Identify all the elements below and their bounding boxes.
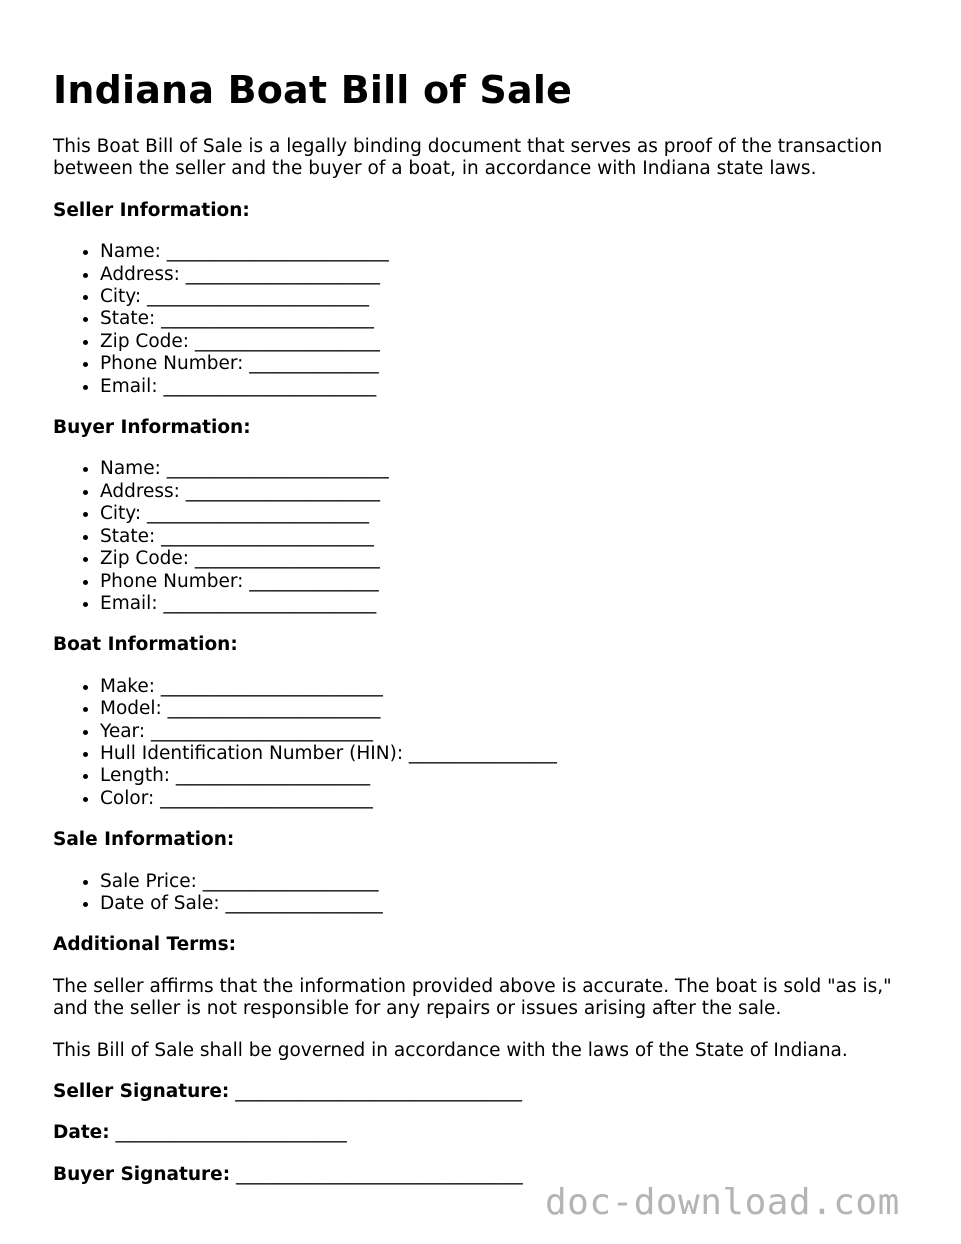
sale-price-field[interactable]: • Sale Price: ___________________: [100, 871, 913, 893]
document-title: Indiana Boat Bill of Sale: [53, 68, 573, 112]
buyer-signature-label: Buyer Signature:: [53, 1163, 231, 1185]
buyer-name-field[interactable]: • Name: ________________________: [100, 458, 913, 480]
terms-section-heading: Additional Terms:: [53, 934, 236, 956]
buyer-city-field[interactable]: • City: ________________________: [100, 503, 913, 525]
buyer-address-field[interactable]: • Address: _____________________: [100, 481, 913, 503]
buyer-phone-field[interactable]: • Phone Number: ______________: [100, 571, 913, 593]
terms-paragraph-governing-law: This Bill of Sale shall be governed in accordance with the laws of the State of Indiana.: [53, 1039, 848, 1061]
buyer-zip-field[interactable]: • Zip Code: ____________________: [100, 548, 913, 570]
buyer-signature-line[interactable]: _______________________________: [230, 1163, 523, 1185]
seller-signature-label: Seller Signature:: [53, 1081, 230, 1102]
seller-signature-line[interactable]: _______________________________: [229, 1081, 522, 1102]
seller-city-field[interactable]: • City: ________________________: [100, 286, 913, 308]
seller-signature-row: [53, 1081, 913, 1103]
boat-year-field[interactable]: • Year: ________________________: [100, 721, 913, 743]
intro-paragraph: This Boat Bill of Sale is a legally binding document that serves as proof of the transaction between the seller and the buyer of a boat, in accordance with Indiana state laws.: [53, 136, 883, 180]
boat-model-field[interactable]: • Model: _______________________: [100, 698, 913, 720]
boat-length-field[interactable]: • Length: _____________________: [100, 765, 913, 787]
buyer-email-field[interactable]: • Email: _______________________: [100, 593, 913, 615]
buyer-state-field[interactable]: • State: _______________________: [100, 526, 913, 548]
boat-section-heading: Boat Information:: [53, 634, 238, 656]
seller-email-field[interactable]: • Email: _______________________: [100, 376, 913, 398]
boat-make-field[interactable]: • Make: ________________________: [100, 676, 913, 698]
seller-zip-field[interactable]: • Zip Code: ____________________: [100, 331, 913, 353]
seller-section-heading: Seller Information:: [53, 199, 250, 221]
seller-field-list: [53, 241, 913, 398]
watermark: doc-download.com: [545, 1182, 900, 1223]
seller-name-field[interactable]: • Name: ________________________: [100, 241, 913, 263]
boat-field-list: [53, 676, 913, 810]
seller-state-field[interactable]: • State: _______________________: [100, 308, 913, 330]
date-line[interactable]: _________________________: [109, 1122, 347, 1144]
terms-paragraph-as-is: The seller affirms that the information provided above is accurate. The boat is sold "as is," and the seller is not responsible for any repairs or issues arising after the sale.: [53, 975, 892, 1020]
document-page: [53, 62, 913, 1205]
buyer-field-list: [53, 458, 913, 615]
date-signature-row: [53, 1122, 913, 1144]
boat-color-field[interactable]: • Color: _______________________: [100, 788, 913, 810]
sale-section-heading: Sale Information:: [53, 829, 235, 851]
buyer-section-heading: Buyer Information:: [53, 417, 251, 439]
seller-phone-field[interactable]: • Phone Number: ______________: [100, 353, 913, 375]
sale-date-field[interactable]: • Date of Sale: _________________: [100, 893, 913, 915]
boat-hin-field[interactable]: • Hull Identification Number (HIN): ________________: [100, 743, 913, 765]
seller-address-field[interactable]: • Address: _____________________: [100, 264, 913, 286]
date-label: Date:: [53, 1122, 110, 1144]
sale-field-list: [53, 871, 913, 916]
